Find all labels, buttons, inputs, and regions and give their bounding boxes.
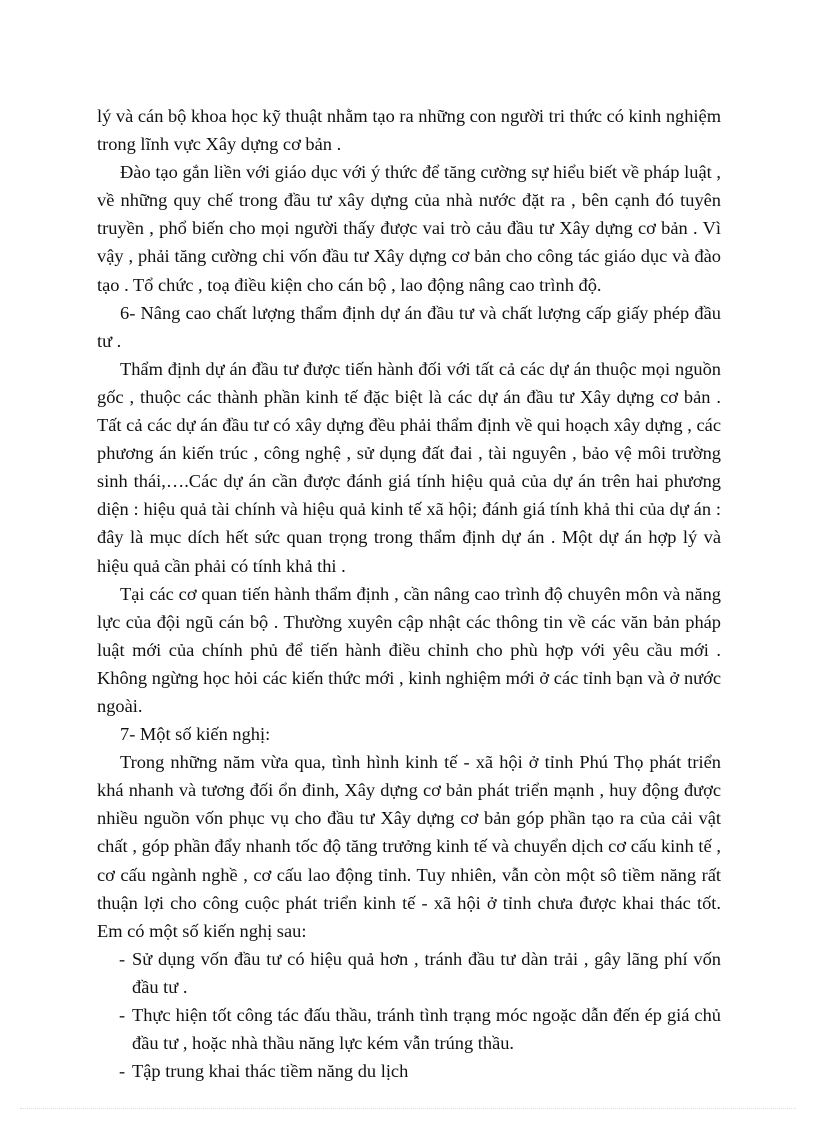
- list-item-text: Thực hiện tốt công tác đấu thầu, tránh tình trạng móc ngoặc dẫn đến ép giá chủ đầu tư , hoặc nhà thầu năng lực kém vẫn trúng thầu.: [132, 1005, 721, 1054]
- bullet-dash: -: [119, 1005, 126, 1025]
- paragraph-continuation: lý và cán bộ khoa học kỹ thuật nhằm tạo ra những con người tri thức có kinh nghiệm trong lĩnh vực Xây dựng cơ bản .: [97, 106, 721, 155]
- list-item-text: Sử dụng vốn đầu tư có hiệu quả hơn , tránh đầu tư dàn trải , gây lãng phí vốn đầu tư .: [132, 948, 721, 997]
- recommendation-list: [97, 945, 721, 1085]
- list-item: [119, 1001, 721, 1057]
- list-item: [119, 945, 721, 1001]
- page-bottom-divider: [20, 1108, 796, 1109]
- paragraph-agencies: Tại các cơ quan tiến hành thẩm định , cần nâng cao trình độ chuyên môn và năng lực của đội ngũ cán bộ . Thường xuyên cập nhật các thông tin về các văn bản pháp luật mới của chính phủ để tiến hành điều chỉnh cho phù hợp với yêu cầu mới . Không ngừng học hỏi các kiến thức mới , kinh nghiệm mới ở các tỉnh bạn và ở nước ngoài.: [97, 583, 721, 716]
- section-heading-7: 7- Một số kiến nghị:: [120, 724, 271, 745]
- bullet-dash: -: [119, 1061, 126, 1082]
- paragraph-appraisal: Thẩm định dự án đầu tư được tiến hành đối với tất cả các dự án thuộc mọi nguồn gốc , thuộc các thành phần kinh tế đặc biệt là các dự án đầu tư Xây dựng cơ bản . Tất cả các dự án đầu tư có xây dựng đều phải thẩm định về qui hoạch xây dựng , các phương án kiến trúc , công nghệ , sử dụng đất đai , tài nguyên , bảo vệ môi trường sinh thái,….Các dự án cần được đánh giá tính hiệu quả của dự án trên hai phương diện : hiệu quả tài chính và hiệu quả kinh tế xã hội; đánh giá tính khả thi của dự án : đây là mục dích hết sức quan trọng trong thẩm định dự án . Một dự án hợp lý và hiệu quả cần phải có tính khả thi .: [97, 358, 721, 576]
- section-heading-6: 6- Nâng cao chất lượng thẩm định dự án đầu tư và chất lượng cấp giấy phép đầu tư .: [97, 302, 721, 351]
- list-item: [119, 1057, 721, 1085]
- paragraph-recommendations-intro: Trong những năm vừa qua, tình hình kinh tế - xã hội ở tỉnh Phú Thọ phát triển khá nhanh và tương đối ổn đinh, Xây dựng cơ bản phát triển mạnh , huy động được nhiều nguồn vốn phục vụ cho đầu tư Xây dựng cơ bản góp phần tạo ra của cải vật chất , góp phần đẩy nhanh tốc độ tăng trưởng kinh tế và chuyển dịch cơ cấu kinh tế , cơ cấu ngành nghề , cơ cấu lao động tỉnh. Tuy nhiên, vẫn còn một sô tiềm năng rất thuận lợi cho công cuộc phát triển kinh tế - xã hội ở tỉnh chưa được khai thác tốt. Em có một số kiến nghị sau:: [97, 752, 721, 941]
- page-content: [97, 102, 721, 1085]
- list-item-text: Tập trung khai thác tiềm năng du lịch: [132, 1061, 409, 1082]
- paragraph-training: Đào tạo gắn liền với giáo dục với ý thức để tăng cường sự hiểu biết về pháp luật , về những quy chế trong đầu tư xây dựng của nhà nước đặt ra , bên cạnh đó tuyên truyền , phổ biến cho mọi người thấy được vai trò cảu đầu tư Xây dựng cơ bản . Vì vậy , phải tăng cường chi vốn đầu tư Xây dựng cơ bản cho công tác giáo dục và đào tạo . Tổ chức , toạ điều kiện cho cán bộ , lao động nâng cao trình độ.: [97, 162, 721, 295]
- bullet-dash: -: [119, 948, 126, 969]
